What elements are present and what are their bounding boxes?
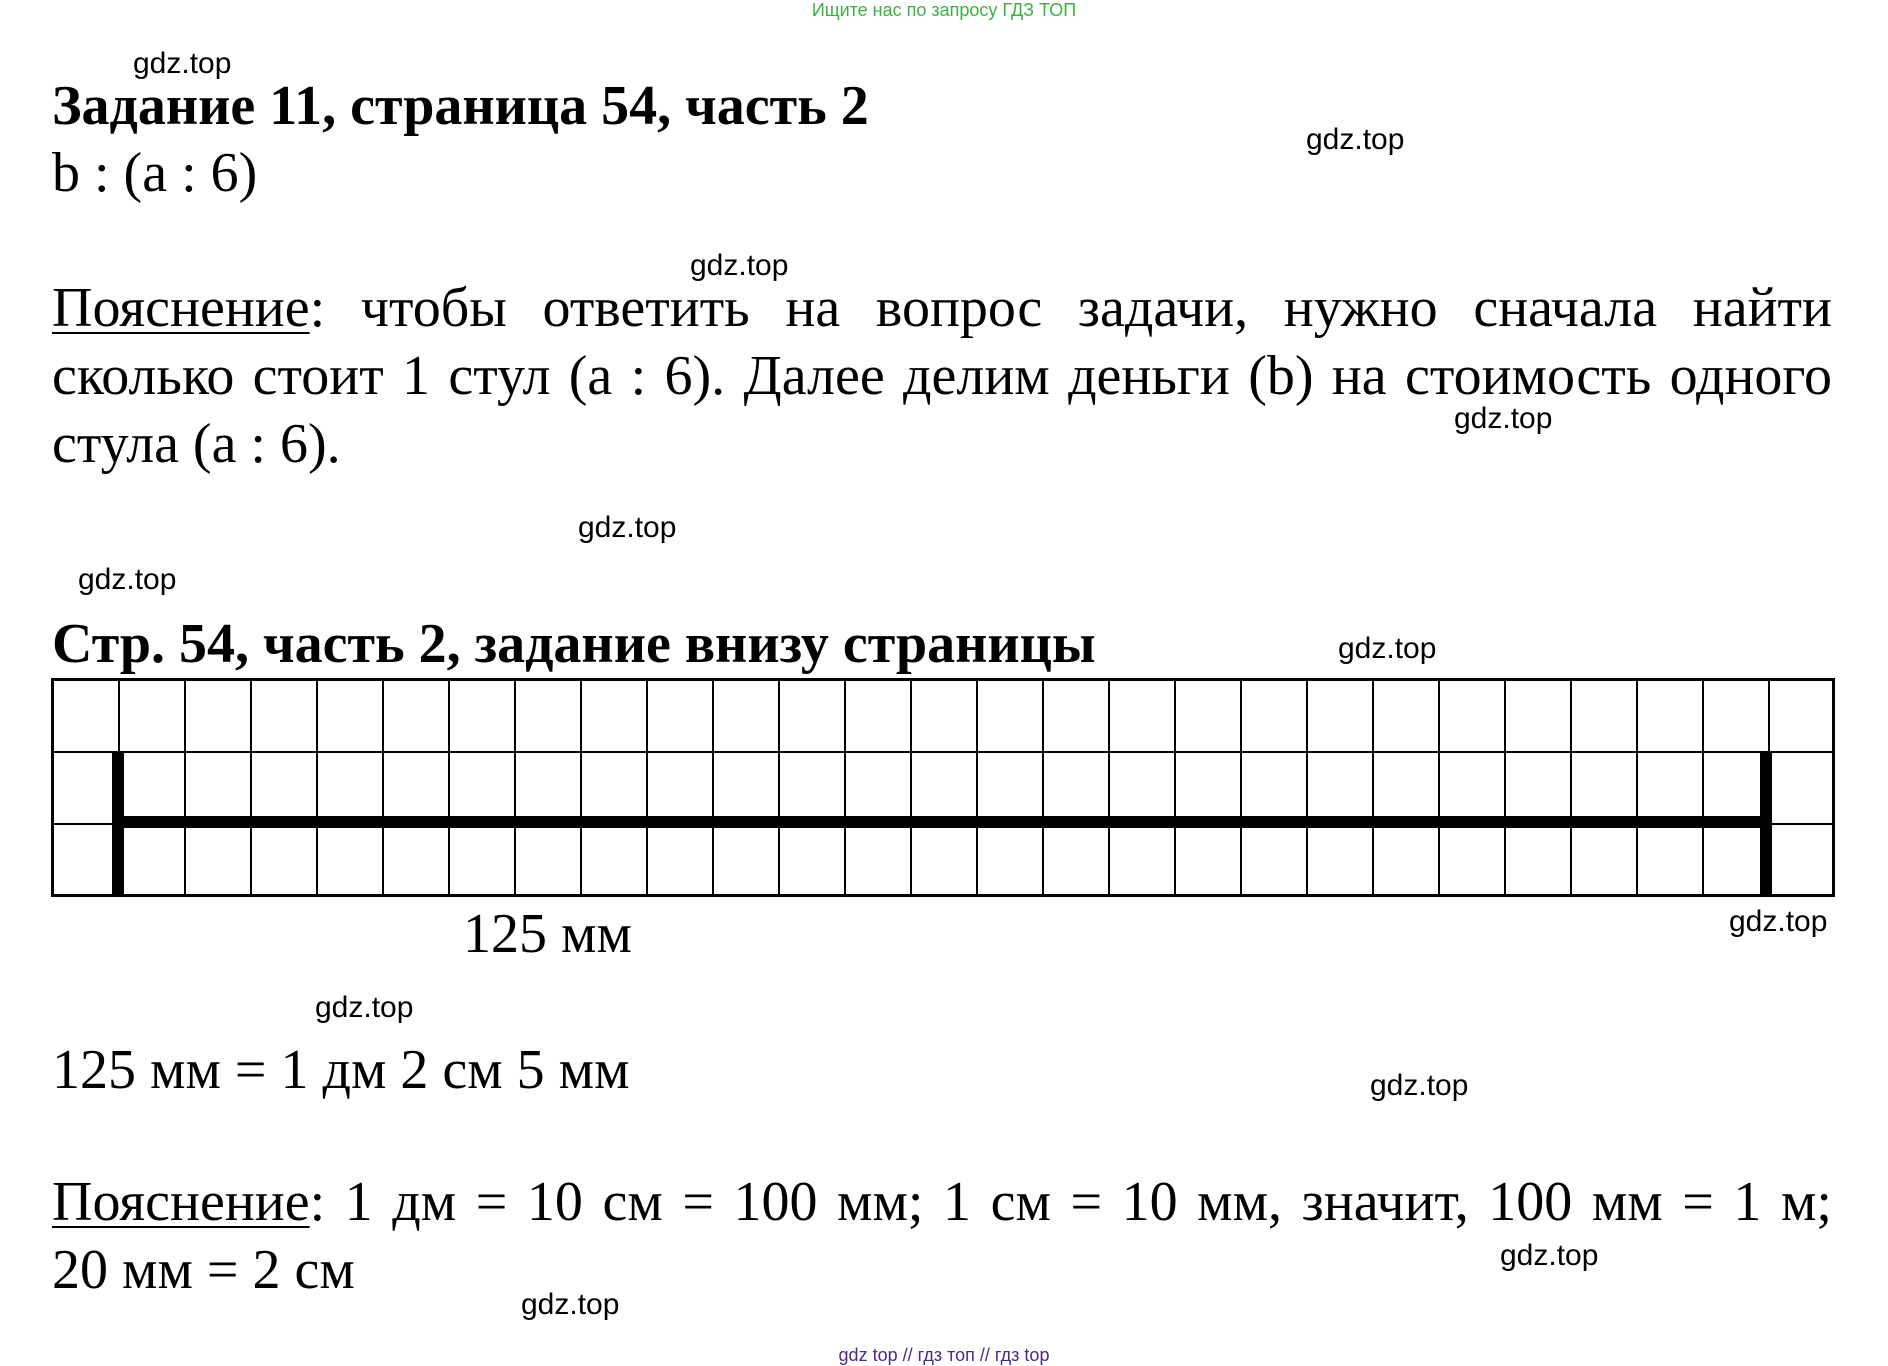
explanation-paragraph — [52, 274, 1832, 478]
watermark: gdz.top — [690, 249, 789, 282]
explanation-line-2: 20 мм = 2 см — [52, 1239, 355, 1301]
explanation-line-1 — [52, 1168, 1832, 1236]
watermark: gdz.top — [133, 47, 232, 80]
segment-end-tick — [1760, 751, 1772, 897]
task-title: Задание 11, страница 54, часть 2 — [52, 75, 869, 137]
watermark: gdz.top — [1306, 123, 1405, 156]
explanation-label: Пояснение — [52, 277, 310, 339]
watermark: gdz.top — [1370, 1069, 1469, 1102]
segment-line — [112, 816, 1772, 828]
expression: b : (a : 6) — [52, 142, 258, 204]
watermark: gdz.top — [315, 991, 414, 1024]
explanation-text: : чтобы ответить на вопрос задачи, нужно сначала найти сколько стоит 1 стул (a : 6). Далее делим деньги (b) на стоимость одного стула (a : 6). — [52, 277, 1832, 475]
top-banner: Ищите нас по запросу ГДЗ ТОП — [811, 0, 1077, 20]
watermark: gdz.top — [578, 511, 677, 544]
footer-watermark: gdz top // гдз топ // гдз top — [838, 1345, 1050, 1365]
watermark: gdz.top — [1500, 1239, 1599, 1272]
answer-equation: 125 мм = 1 дм 2 см 5 мм — [52, 1039, 630, 1101]
watermark: gdz.top — [521, 1288, 620, 1321]
watermark: gdz.top — [78, 563, 177, 596]
explanation-text: : 1 дм = 10 см = 100 мм; 1 см = 10 мм, значит, 100 мм = 1 м; — [309, 1171, 1832, 1233]
segment-label: 125 мм — [463, 903, 632, 965]
explanation-label: Пояснение — [52, 1171, 310, 1233]
graph-paper-grid — [51, 678, 1835, 897]
watermark: gdz.top — [1338, 632, 1437, 665]
section-title: Стр. 54, часть 2, задание внизу страницы — [52, 613, 1096, 675]
watermark: gdz.top — [1729, 905, 1828, 938]
watermark: gdz.top — [1454, 402, 1553, 435]
